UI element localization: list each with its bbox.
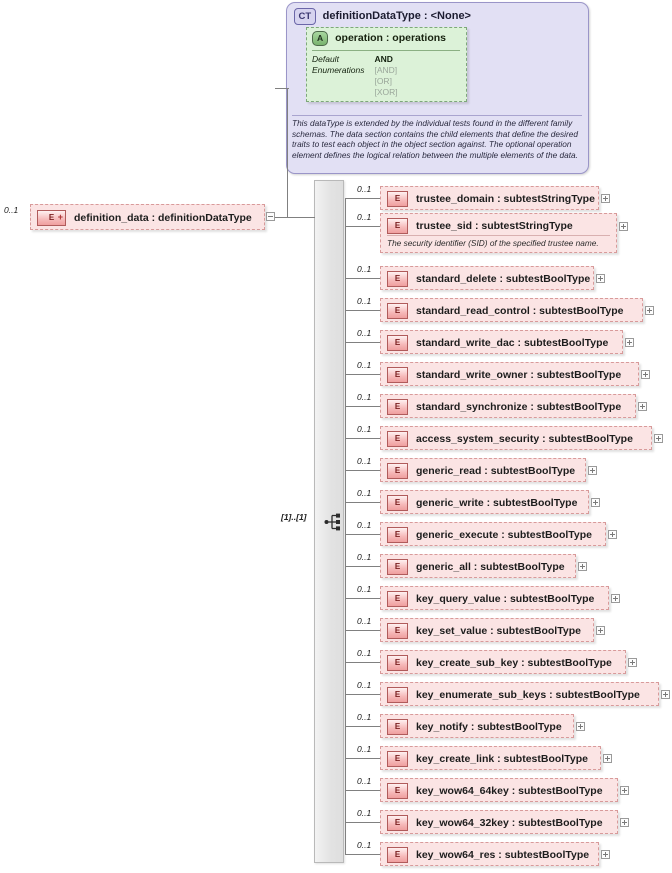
element-box[interactable] [380, 330, 623, 354]
cardinality-label: 0..1 [357, 296, 372, 306]
attribute-property-value: [XOR] [374, 87, 398, 97]
attribute-header [307, 28, 466, 48]
element-icon-e: E [387, 271, 408, 287]
element-icon-e: E [387, 559, 408, 575]
element-box[interactable] [380, 810, 618, 834]
attribute-property-row [312, 76, 398, 87]
element-row [381, 587, 608, 611]
cardinality-label: 0..1 [357, 584, 372, 594]
cardinality-label: 0..1 [357, 712, 372, 722]
element-row [381, 779, 617, 803]
expand-toggle[interactable] [620, 818, 629, 827]
element-box[interactable] [380, 586, 609, 610]
attribute-property-value: [OR] [374, 76, 392, 86]
connector-line [345, 726, 380, 727]
expand-toggle[interactable] [578, 562, 587, 571]
element-row [381, 651, 625, 675]
element-box[interactable] [380, 746, 601, 770]
cardinality-label: 0..1 [357, 264, 372, 274]
connector-line [345, 854, 380, 855]
expand-toggle[interactable] [601, 850, 610, 859]
cardinality-label: 0..1 [357, 456, 372, 466]
element-box[interactable] [380, 298, 643, 322]
expand-toggle[interactable] [588, 466, 597, 475]
cardinality-label: 0..1 [357, 328, 372, 338]
element-row [381, 267, 593, 291]
element-label: key_create_link : subtestBoolType [416, 753, 588, 765]
attribute-title: operation : operations [335, 32, 446, 45]
connector-line [345, 758, 380, 759]
element-icon-e: E [387, 655, 408, 671]
element-icon-plus: + [57, 212, 63, 222]
cardinality-label: 0..1 [357, 840, 372, 850]
connector-line [345, 694, 380, 695]
element-row [381, 523, 605, 547]
connector-line [345, 198, 380, 199]
element-icon-e: E [387, 687, 408, 703]
element-row [381, 395, 635, 419]
element-box[interactable] [380, 778, 618, 802]
element-row [381, 299, 642, 323]
element-label: key_query_value : subtestBoolType [416, 593, 595, 605]
attribute-properties [312, 54, 398, 98]
cardinality-definition-data: 0..1 [4, 205, 19, 215]
expand-toggle[interactable] [611, 594, 620, 603]
element-annotation: The security identifier (SID) of the specified trustee name. [387, 238, 599, 248]
element-box[interactable] [380, 682, 659, 706]
element-box[interactable] [380, 714, 574, 738]
element-icon-e: E [387, 399, 408, 415]
attribute-icon: A [312, 31, 328, 46]
cardinality-label: 0..1 [357, 552, 372, 562]
attribute-property-key: Enumerations [312, 65, 365, 75]
expand-toggle[interactable] [641, 370, 650, 379]
element-label: standard_synchronize : subtestBoolType [416, 401, 622, 413]
element-label: standard_read_control : subtestBoolType [416, 305, 624, 317]
attribute-property-key [312, 76, 374, 87]
complex-type-header [294, 8, 471, 25]
cardinality-label: 0..1 [357, 360, 372, 370]
expand-toggle[interactable] [603, 754, 612, 763]
element-label: key_notify : subtestBoolType [416, 721, 562, 733]
connector-line [345, 226, 380, 227]
cardinality-label: 0..1 [357, 184, 372, 194]
element-row [381, 555, 575, 579]
element-icon-e: E [387, 463, 408, 479]
element-box[interactable] [380, 490, 589, 514]
connector-line [345, 438, 380, 439]
cardinality-label: 0..1 [357, 488, 372, 498]
element-box[interactable] [380, 522, 606, 546]
element-label: access_system_security : subtestBoolType [416, 433, 633, 445]
element-label: trustee_domain : subtestStringType [416, 193, 595, 205]
cardinality-label: 0..1 [357, 744, 372, 754]
element-label: generic_execute : subtestBoolType [416, 529, 593, 541]
element-row [31, 205, 264, 231]
cardinality-label: 0..1 [357, 212, 372, 222]
element-icon-e: E [387, 751, 408, 767]
cardinality-label: 0..1 [357, 776, 372, 786]
element-row [381, 811, 617, 835]
element-box[interactable] [380, 362, 639, 386]
connector-line [345, 278, 380, 279]
attribute-property-key: Default [312, 54, 339, 64]
expand-toggle[interactable] [638, 402, 647, 411]
expand-toggle[interactable] [625, 338, 634, 347]
element-box[interactable] [380, 618, 594, 642]
element-icon-e: E [387, 719, 408, 735]
connector-line [345, 406, 380, 407]
connector-line [345, 566, 380, 567]
connector-line [345, 662, 380, 663]
element-label: standard_write_dac : subtestBoolType [416, 337, 609, 349]
complex-type-annotation-divider [292, 115, 582, 116]
element-box[interactable] [380, 554, 576, 578]
element-row [381, 331, 622, 355]
complex-type-icon: CT [294, 8, 316, 25]
element-icon-e: E [387, 783, 408, 799]
connector-line [345, 790, 380, 791]
element-row [381, 427, 651, 451]
connector-line [345, 470, 380, 471]
element-label: key_wow64_res : subtestBoolType [416, 849, 590, 861]
element-label: key_wow64_32key : subtestBoolType [416, 817, 603, 829]
cardinality-label: 0..1 [357, 520, 372, 530]
element-icon-e: E [387, 815, 408, 831]
attribute-property-value: AND [374, 54, 393, 64]
element-row [381, 715, 573, 739]
element-label: key_create_sub_key : subtestBoolType [416, 657, 612, 669]
expand-toggle[interactable] [654, 434, 663, 443]
complex-type-title: definitionDataType : <None> [322, 10, 471, 23]
cardinality-label: 0..1 [357, 424, 372, 434]
element-icon-e: E [387, 191, 408, 207]
expand-toggle[interactable] [576, 722, 585, 731]
element-row [381, 363, 638, 387]
connector-line [345, 534, 380, 535]
element-row [381, 187, 598, 211]
expand-toggle[interactable] [661, 690, 670, 699]
element-label: key_wow64_64key : subtestBoolType [416, 785, 603, 797]
element-label: generic_read : subtestBoolType [416, 465, 576, 477]
element-row [381, 491, 588, 515]
connector-line [345, 310, 380, 311]
expand-toggle[interactable] [645, 306, 654, 315]
expand-toggle[interactable] [601, 194, 610, 203]
attribute-divider [312, 50, 460, 51]
element-icon-e: E [387, 367, 408, 383]
connector-rail [345, 198, 346, 854]
element-icon-e: E [387, 303, 408, 319]
connector-line [345, 502, 380, 503]
connector-line [345, 342, 380, 343]
connector-line [275, 217, 315, 218]
expand-toggle[interactable] [628, 658, 637, 667]
element-box[interactable] [380, 394, 636, 418]
element-box[interactable] [380, 842, 599, 866]
element-row [381, 683, 658, 707]
element-icon-e: E [387, 527, 408, 543]
expand-toggle[interactable] [591, 498, 600, 507]
connector-line [345, 598, 380, 599]
element-box[interactable] [380, 426, 652, 450]
connector-line [345, 630, 380, 631]
complex-type-annotation: This dataType is extended by the individual tests found in the different family schemas. The data section contains the child elements that define the desired traits to test each object in the object section against. The optional operation element defines the logical relation between the multiple elements of the data. [292, 118, 578, 160]
connector-line [275, 88, 289, 89]
element-label: standard_delete : subtestBoolType [416, 273, 591, 285]
sequence-cardinality: [1]..[1] [281, 512, 307, 522]
element-annotation-divider [387, 235, 610, 236]
element-label: key_enumerate_sub_keys : subtestBoolType [416, 689, 640, 701]
element-box[interactable] [380, 266, 594, 290]
element-icon-e: E [387, 591, 408, 607]
connector-line [345, 822, 380, 823]
element-box[interactable] [380, 186, 599, 210]
element-icon-e: E [387, 847, 408, 863]
cardinality-label: 0..1 [357, 616, 372, 626]
connector-line [287, 88, 288, 218]
element-icon-e: E [387, 623, 408, 639]
expand-toggle[interactable] [620, 786, 629, 795]
element-row [381, 843, 598, 867]
element-label: standard_write_owner : subtestBoolType [416, 369, 622, 381]
cardinality-label: 0..1 [357, 808, 372, 818]
element-box[interactable] [380, 458, 586, 482]
element-label: generic_write : subtestBoolType [416, 497, 578, 509]
attribute-property-row [312, 54, 398, 65]
collapse-toggle-definition-data[interactable] [266, 212, 275, 221]
cardinality-label: 0..1 [357, 648, 372, 658]
expand-toggle[interactable] [619, 222, 628, 231]
cardinality-label: 0..1 [357, 392, 372, 402]
element-label: key_set_value : subtestBoolType [416, 625, 581, 637]
connector-line [345, 374, 380, 375]
element-label: trustee_sid : subtestStringType [416, 220, 573, 232]
element-row [381, 747, 600, 771]
sequence-glyph [324, 512, 344, 532]
element-row [381, 619, 593, 643]
element-icon-e: E [387, 335, 408, 351]
sequence-icon[interactable] [324, 512, 344, 532]
attribute-property-value: [AND] [374, 65, 398, 75]
element-icon-e-plus [37, 210, 66, 226]
element-icon-e: E [387, 431, 408, 447]
attribute-property-row [312, 87, 398, 98]
element-icon-e: E [387, 495, 408, 511]
expand-toggle[interactable] [596, 274, 605, 283]
element-box[interactable] [380, 650, 626, 674]
element-icon-e: E [387, 218, 408, 234]
attribute-property-row [312, 65, 398, 76]
expand-toggle[interactable] [596, 626, 605, 635]
element-box[interactable] [380, 213, 617, 253]
attribute-box-operation[interactable] [306, 27, 467, 102]
expand-toggle[interactable] [608, 530, 617, 539]
element-row [381, 459, 585, 483]
cardinality-label: 0..1 [357, 680, 372, 690]
element-label: definition_data : definitionDataType [74, 212, 252, 224]
attribute-property-key [312, 87, 374, 98]
element-label: generic_all : subtestBoolType [416, 561, 565, 573]
element-box-definition-data[interactable] [30, 204, 265, 230]
element-icon-letter: E [48, 213, 55, 222]
